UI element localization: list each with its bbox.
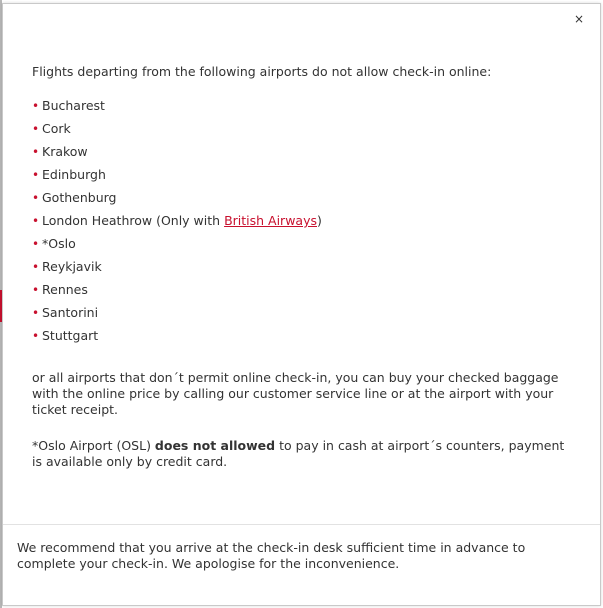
list-item: [32, 236, 572, 259]
airport-name-suffix: ): [317, 213, 322, 228]
intro-text: Flights departing from the following airports do not allow check-in online:: [32, 64, 492, 79]
list-item: [32, 167, 572, 190]
list-item: [32, 98, 572, 121]
bullet-icon: •: [32, 99, 40, 113]
list-item: [32, 328, 572, 351]
airport-name: Edinburgh: [42, 167, 106, 182]
list-item: [32, 144, 572, 167]
bullet-icon: •: [32, 214, 40, 228]
british-airways-link[interactable]: British Airways: [224, 213, 317, 228]
oslo-note-bold: does not allowed: [154, 438, 276, 453]
oslo-note-prefix: *Oslo Airport (OSL): [32, 438, 155, 453]
list-item: [32, 259, 572, 282]
baggage-info-text: or all airports that don´t permit online check-in, you can buy your checked baggage with the online price by calling our customer service line or at the airport with your ticket receipt.: [32, 370, 559, 417]
bullet-icon: •: [32, 168, 40, 182]
bullet-icon: •: [32, 306, 40, 320]
list-item: [32, 305, 572, 328]
airport-name: Krakow: [42, 144, 88, 159]
bullet-icon: •: [32, 283, 40, 297]
footer-text: We recommend that you arrive at the check-in desk sufficient time in advance to complete your check-in. We apologise for the inconvenience.: [17, 540, 526, 571]
close-button[interactable]: ×: [573, 12, 585, 26]
list-item: [32, 282, 572, 305]
list-item: [32, 121, 572, 144]
airport-name: Rennes: [42, 282, 88, 297]
airport-name: Gothenburg: [42, 190, 117, 205]
airport-list: [32, 98, 572, 351]
airport-name: Stuttgart: [42, 328, 99, 343]
bullet-icon: •: [32, 145, 40, 159]
airport-name: *Oslo: [42, 236, 76, 251]
modal-content: [32, 64, 572, 470]
bullet-icon: •: [32, 122, 40, 136]
airport-name: Cork: [42, 121, 71, 136]
bullet-icon: •: [32, 260, 40, 274]
airport-name: London Heathrow (Only with: [42, 213, 225, 228]
oslo-payment-note: [32, 438, 572, 470]
airport-name: Bucharest: [42, 98, 105, 113]
bullet-icon: •: [32, 191, 40, 205]
bullet-icon: •: [32, 329, 40, 343]
bullet-icon: •: [32, 237, 40, 251]
checkin-info-modal: [2, 3, 601, 606]
oslo-note-suffix: to pay in cash at airport´s counters, payment is available only by credit card.: [32, 438, 565, 469]
airport-name: Reykjavik: [42, 259, 102, 274]
airport-name: Santorini: [42, 305, 99, 320]
list-item: [32, 213, 572, 236]
footer-divider: [3, 524, 600, 525]
list-item: [32, 190, 572, 213]
